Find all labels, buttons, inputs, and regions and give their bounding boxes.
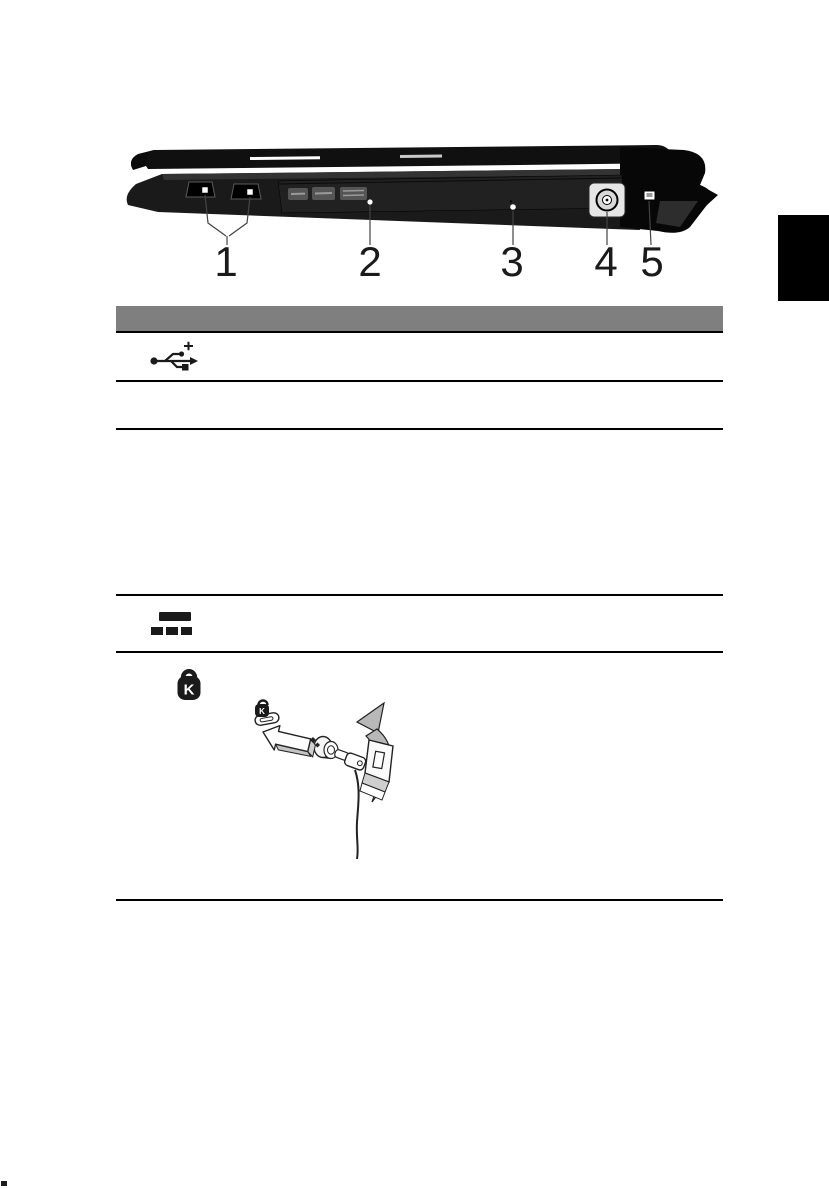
callout-number-4: 4 [594, 238, 618, 285]
usb-port-1 [186, 182, 215, 197]
callout-number-1: 1 [214, 238, 238, 285]
table-rule-2 [116, 380, 723, 382]
eject-pinhole [510, 200, 512, 202]
laptop-corner [360, 740, 393, 800]
callout-number-2: 2 [358, 238, 382, 285]
language-side-tab [778, 215, 829, 301]
table-header-bar [116, 306, 723, 331]
table-rule-3 [116, 428, 723, 430]
table-rule-4 [116, 594, 723, 596]
table-header-label [116, 306, 723, 331]
callout-marker-2 [367, 199, 372, 204]
mini-lock-icon [255, 701, 269, 718]
security-cable [355, 770, 359, 859]
key [334, 749, 367, 771]
callout-marker-1b [247, 189, 253, 195]
dc-in-icon [151, 611, 193, 637]
callout-number-5: 5 [640, 238, 664, 285]
dc-in-jack-pin [606, 199, 609, 202]
callout-number-3: 3 [500, 238, 524, 285]
usb-port-2 [231, 184, 261, 199]
kensington-lock-illustration [222, 688, 397, 860]
kensington-lock-icon [174, 661, 204, 703]
mini-lock-letter: K [259, 707, 265, 716]
table-rule-1 [116, 331, 723, 333]
usb-icon [150, 341, 200, 371]
table-rule-6 [116, 899, 723, 901]
insert-arrow [260, 722, 318, 759]
table-rule-5 [116, 651, 723, 653]
callout-marker-1a [202, 187, 208, 193]
usb-port-right-inner [647, 193, 653, 197]
lock-letter: K [183, 681, 195, 699]
callout-marker-3 [510, 204, 516, 210]
corner-print-mark [1, 1181, 7, 1186]
laptop-left-view-figure [100, 135, 730, 285]
optical-drive-logos [288, 187, 367, 200]
lid-notch [400, 155, 442, 158]
